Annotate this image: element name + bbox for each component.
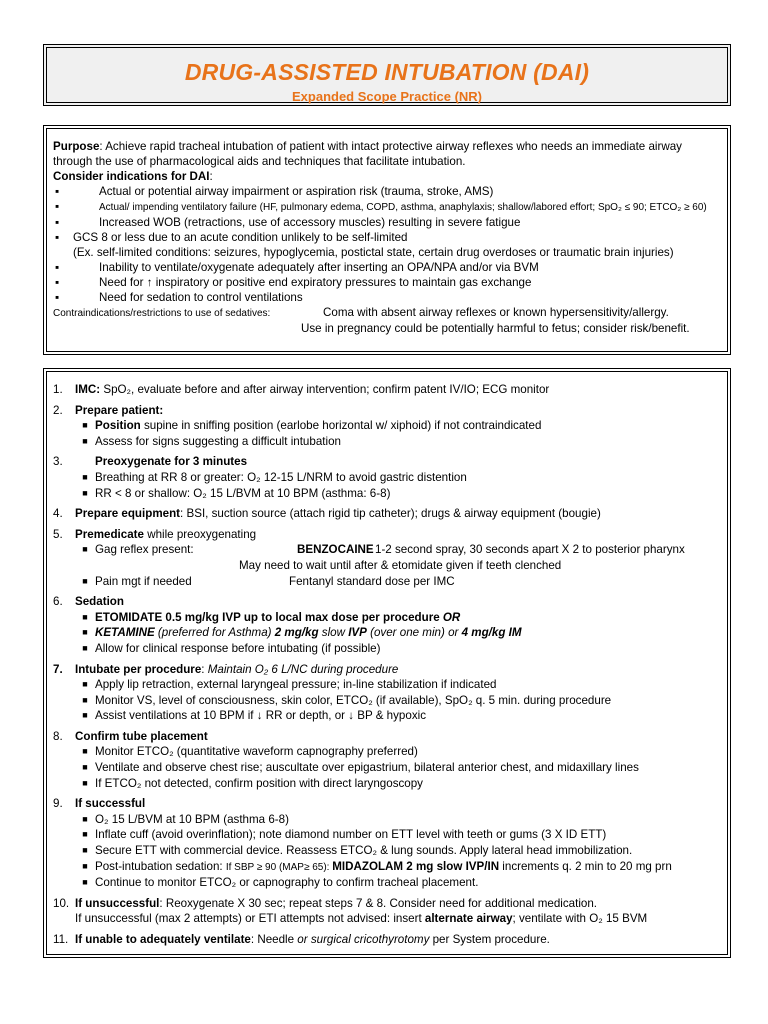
step-9-item: ■ Post-intubation sedation: If SBP ≥ 90 (MAP≥ 65): MIDAZOLAM 2 mg slow IVP/IN increments q. 2 min to 20 mg prn xyxy=(82,859,672,873)
step-6-item: ■ Allow for clinical response before intubating (if possible) xyxy=(82,641,381,655)
step-5-item: ■ Pain mgt if needed Fentanyl standard dose per IMC xyxy=(82,574,455,588)
step-10: 10. If unsuccessful: Reoxygenate X 30 sec; repeat steps 7 & 8. Consider need for additional medication. xyxy=(53,896,598,910)
step-6-item: ■ KETAMINE (preferred for Asthma) 2 mg/kg slow IVP (over one min) or 4 mg/kg IM xyxy=(82,626,522,640)
step-5: 5. Premedicate while preoxygenating xyxy=(53,527,257,541)
step-7-item: ■ Monitor VS, level of consciousness, skin color, ETCO₂ (if available), SpO₂ q. 5 min. during procedure xyxy=(82,693,612,707)
step-11: 11. If unable to adequately ventilate: Needle or surgical cricothyrotomy per System procedure. xyxy=(53,933,550,946)
indications-heading: Consider indications for DAI: xyxy=(53,170,213,183)
step-7: 7. Intubate per procedure: Maintain O₂ 6 L/NC during procedure xyxy=(53,662,399,676)
step-2-item: ■ Assess for signs suggesting a difficult intubation xyxy=(82,434,341,448)
indication-item: ▪ Increased WOB (retractions, use of accessory muscles) resulting in severe fatigue xyxy=(55,216,521,229)
contraindications-2: Use in pregnancy could be potentially harmful to fetus; consider risk/benefit. xyxy=(301,322,690,335)
step-7-item: ■ Apply lip retraction, external laryngeal pressure; in-line stabilization if indicated xyxy=(82,678,497,692)
procedure-steps xyxy=(43,368,731,958)
indication-item: ▪ Inability to ventilate/oxygenate adequately after inserting an OPA/NPA and/or via BVM xyxy=(55,261,539,274)
step-6-item: ■ ETOMIDATE 0.5 mg/kg IVP up to local max dose per procedure OR xyxy=(82,610,461,624)
step-9: 9. If successful xyxy=(53,797,146,811)
step-7-item: ■ Assist ventilations at 10 BPM if ↓ RR or depth, or ↓ BP & hypoxic xyxy=(82,709,426,723)
page-subtitle: Expanded Scope Practice (NR) xyxy=(292,89,482,104)
indication-item: ▪ Actual/ impending ventilatory failure (HF, pulmonary edema, COPD, asthma, anaphylaxis; shallow/labored effort; SpO₂ ≤ 90; ETCO₂ ≥ 60) xyxy=(55,200,707,213)
step-9-item: ■ Secure ETT with commercial device. Reassess ETCO₂ & lung sounds. Apply lateral head immobilization. xyxy=(82,844,633,858)
indication-item: ▪ Need for sedation to control ventilations xyxy=(55,291,303,304)
step-2: 2. Prepare patient: xyxy=(53,403,164,417)
step-9-item: ■ Inflate cuff (avoid overinflation); note diamond number on ETT level with teeth or gums (3 X ID ETT) xyxy=(82,828,607,842)
step-3: 3. Preoxygenate for 3 minutes xyxy=(53,455,248,469)
step-5-note: May need to wait until after & etomidate given if teeth clenched xyxy=(239,558,562,572)
page-title: DRUG-ASSISTED INTUBATION (DAI) xyxy=(184,59,590,85)
purpose-section xyxy=(43,125,731,355)
title-box xyxy=(43,44,731,106)
step-1: 1. IMC: SpO₂, evaluate before and after airway intervention; confirm patent IV/IO; ECG monitor xyxy=(53,383,550,396)
step-10-line-2: If unsuccessful (max 2 attempts) or ETI attempts not advised: insert alternate airway; ventilate with O₂ 15 BVM xyxy=(75,912,648,926)
step-6: 6. Sedation xyxy=(53,595,124,609)
indication-item: ▪ Actual or potential airway impairment or aspiration risk (trauma, stroke, AMS) xyxy=(55,185,494,198)
step-8-item: ■ Monitor ETCO₂ (quantitative waveform capnography preferred) xyxy=(82,745,418,759)
step-9-item: ■ O₂ 15 L/BVM at 10 BPM (asthma 6-8) xyxy=(82,812,289,826)
step-4: 4. Prepare equipment: BSI, suction source (attach rigid tip catheter); drugs & airway equipment (bougie) xyxy=(53,507,601,521)
step-3-item: ■ Breathing at RR 8 or greater: O₂ 12-15 L/NRM to avoid gastric distention xyxy=(82,470,467,484)
purpose-line: Purpose: Achieve rapid tracheal intubation of patient with intact protective airway reflexes who needs an immediate airway xyxy=(53,140,682,153)
indication-item: ▪ GCS 8 or less due to an acute condition unlikely to be self-limited xyxy=(55,231,408,244)
step-5-item: ■ Gag reflex present: BENZOCAINE 1-2 second spray, 30 seconds apart X 2 to posterior pharynx xyxy=(82,543,685,557)
indication-note: (Ex. self-limited conditions: seizures, hypoglycemia, postictal state, certain drug overdoses or traumatic brain injuries) xyxy=(73,246,674,259)
step-9-item: ■ Continue to monitor ETCO₂ or capnography to confirm tracheal placement. xyxy=(82,876,479,890)
step-8: 8. Confirm tube placement xyxy=(53,729,208,743)
step-8-item: ■ If ETCO₂ not detected, confirm position with direct laryngoscopy xyxy=(82,776,423,790)
purpose-line-2: through the use of pharmacological aids and techniques that facilitate intubation. xyxy=(53,155,466,168)
step-8-item: ■ Ventilate and observe chest rise; auscultate over epigastrium, bilateral anterior chest, and midaxillary lines xyxy=(82,761,639,775)
step-3-item: ■ RR < 8 or shallow: O₂ 15 L/BVM at 10 BPM (asthma: 6-8) xyxy=(82,486,391,500)
indication-item: ▪ Need for ↑ inspiratory or positive end expiratory pressures to maintain gas exchange xyxy=(55,276,532,289)
contraindications: Contraindications/restrictions to use of sedatives: Coma with absent airway reflexes or known hypersensitivity/allergy. xyxy=(53,306,669,319)
step-2-item: ■ Position supine in sniffing position (earlobe horizontal w/ xiphoid) if not contraindicated xyxy=(82,419,542,433)
